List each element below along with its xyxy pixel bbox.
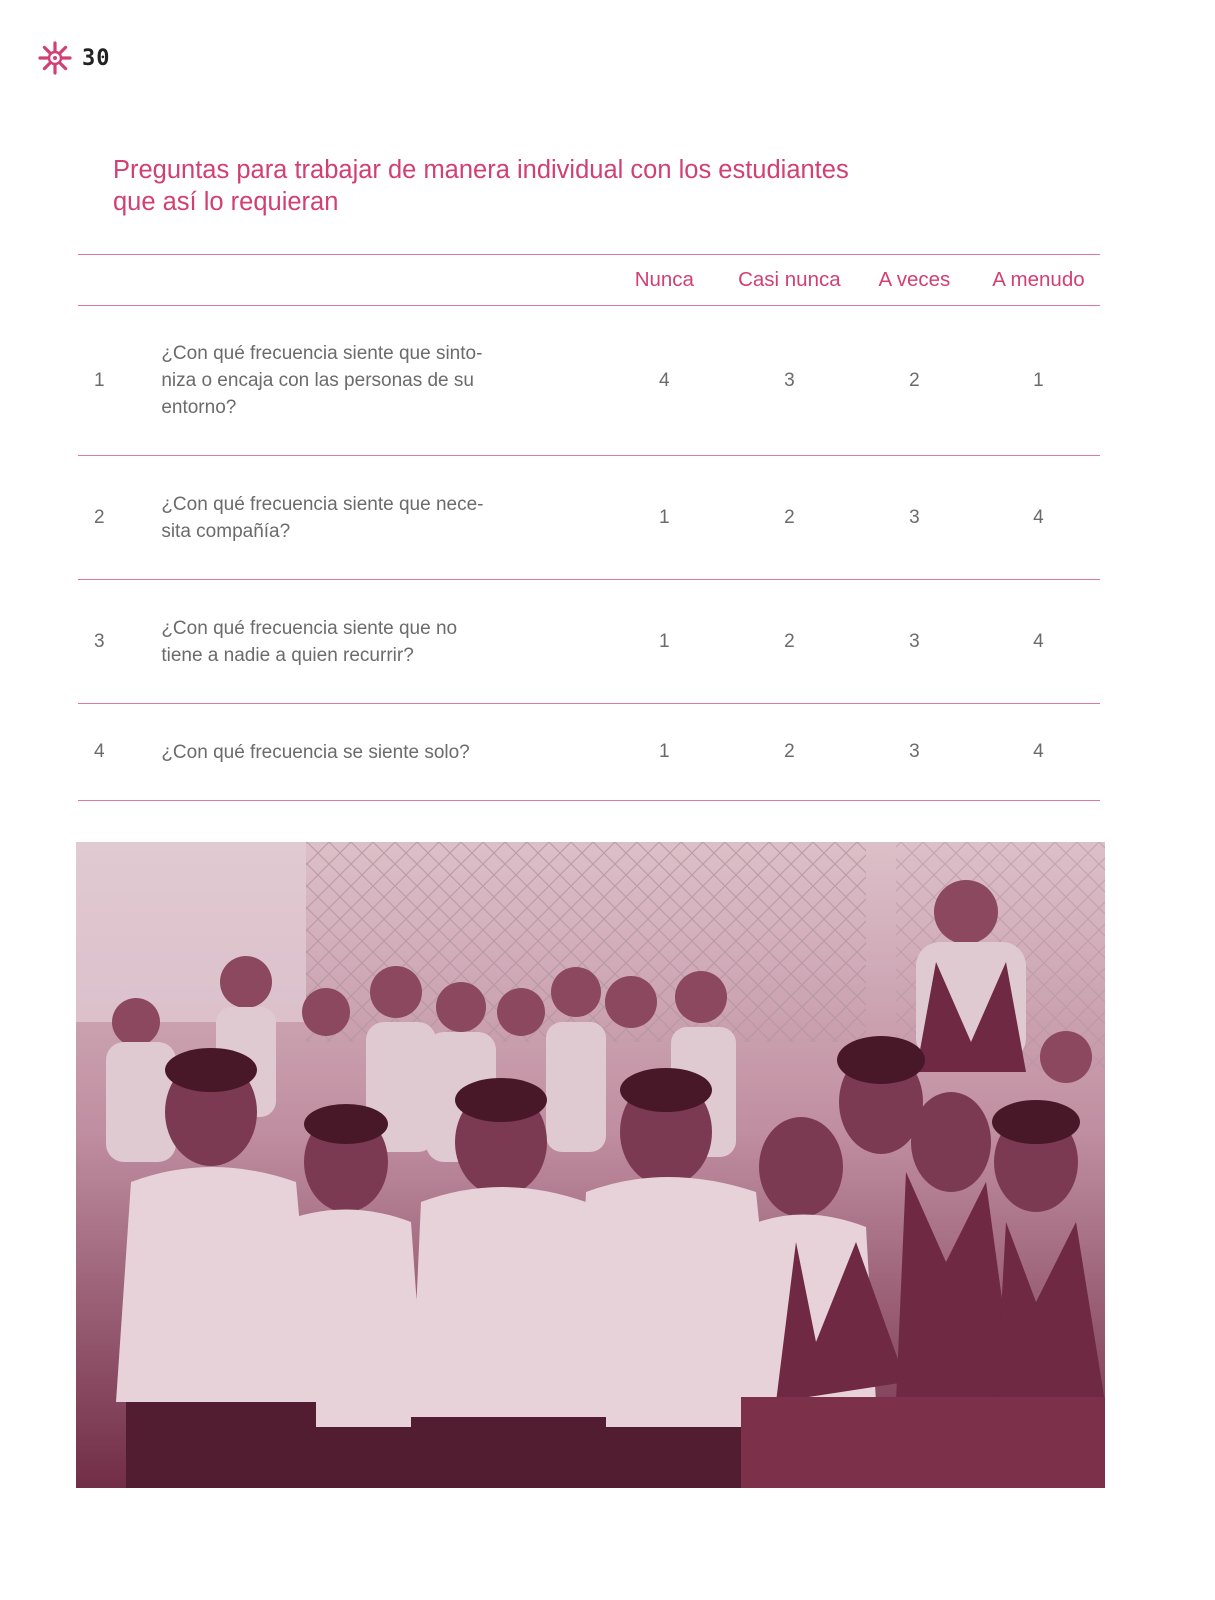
page-header xyxy=(38,40,111,76)
question-line: niza o encaja con las personas de su xyxy=(161,370,474,391)
question-text xyxy=(161,491,601,545)
score-casi-nunca: 2 xyxy=(784,630,795,652)
score-a-menudo: 4 xyxy=(1033,741,1044,762)
question-line: ¿Con qué frecuencia siente que sinto- xyxy=(161,343,483,364)
score-casi-nunca: 2 xyxy=(784,506,795,528)
page-number: 30 xyxy=(82,45,111,71)
row-number: 3 xyxy=(94,630,105,652)
frequency-survey-table xyxy=(78,254,1100,801)
column-header-a-menudo: A menudo xyxy=(992,268,1085,291)
table-row xyxy=(78,306,1100,456)
score-casi-nunca: 2 xyxy=(784,741,795,762)
row-number: 2 xyxy=(94,506,105,528)
column-header-casi-nunca: Casi nunca xyxy=(738,268,841,291)
table-row xyxy=(78,580,1100,704)
question-text xyxy=(161,340,601,421)
score-nunca: 1 xyxy=(659,630,670,652)
score-a-veces: 2 xyxy=(909,369,920,391)
question-line: ¿Con qué frecuencia se siente solo? xyxy=(161,741,470,763)
row-number: 1 xyxy=(94,369,105,391)
section-title xyxy=(113,154,1013,218)
row-number: 4 xyxy=(94,741,105,762)
section-title-line-1: Preguntas para trabajar de manera individual con los estudiantes xyxy=(113,156,849,184)
asterisk-logo-icon xyxy=(38,41,72,75)
question-text xyxy=(161,615,601,669)
table-row xyxy=(78,704,1100,801)
question-line: entorno? xyxy=(161,397,237,418)
score-a-menudo: 1 xyxy=(1033,369,1044,391)
column-header-a-veces: A veces xyxy=(878,268,951,291)
score-a-menudo: 4 xyxy=(1033,506,1044,528)
question-line: ¿Con qué frecuencia siente que no xyxy=(161,617,458,639)
section-title-line-2: que así lo requieran xyxy=(113,188,339,216)
score-a-veces: 3 xyxy=(909,630,920,652)
score-casi-nunca: 3 xyxy=(784,369,795,391)
score-a-menudo: 4 xyxy=(1033,630,1044,652)
score-nunca: 1 xyxy=(659,741,670,762)
score-nunca: 1 xyxy=(659,506,670,528)
table-row xyxy=(78,456,1100,580)
score-a-veces: 3 xyxy=(909,506,920,528)
score-nunca: 4 xyxy=(659,369,670,391)
question-line: ¿Con qué frecuencia siente que nece- xyxy=(161,493,484,515)
students-group-photo xyxy=(76,842,1105,1488)
score-a-veces: 3 xyxy=(909,741,920,762)
column-header-nunca: Nunca xyxy=(634,268,694,291)
question-text xyxy=(161,739,601,766)
table-header-row xyxy=(78,254,1100,306)
question-line: sita compañía? xyxy=(161,520,291,542)
question-line: tiene a nadie a quien recurrir? xyxy=(161,644,414,666)
